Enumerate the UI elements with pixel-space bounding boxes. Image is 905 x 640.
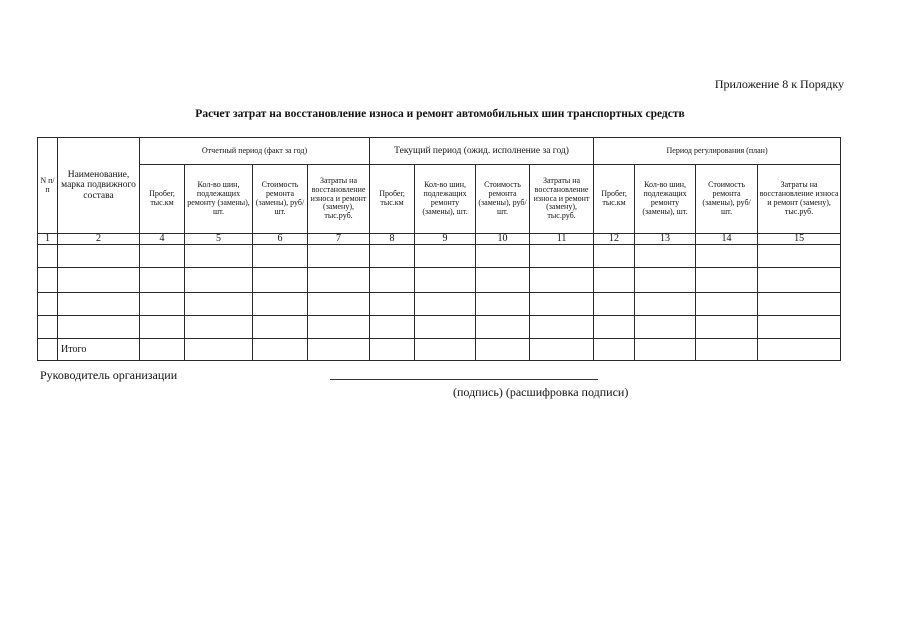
subheader-current-tire-count: Кол-во шин, подлежащих ремонту (замены), шт.: [415, 165, 476, 234]
subheader-regulation-tire-count: Кол-во шин, подлежащих ремонту (замены), шт.: [635, 165, 696, 234]
subheader-reporting-tire-count: Кол-во шин, подлежащих ремонту (замены), шт.: [185, 165, 253, 234]
column-number: 9: [415, 234, 476, 245]
column-number: 15: [758, 234, 841, 245]
total-row: [38, 339, 841, 361]
column-number-row: [38, 234, 841, 245]
header-group-regulation-period: Период регулирования (план): [594, 138, 841, 165]
table-row: [38, 268, 841, 293]
column-number: 14: [696, 234, 758, 245]
column-number: 7: [308, 234, 370, 245]
document-title: Расчет затрат на восстановление износа и ремонт автомобильных шин транспортных средств: [195, 108, 685, 120]
column-number: 5: [185, 234, 253, 245]
column-number: 12: [594, 234, 635, 245]
subheader-current-repair-cost: Стоимость ремонта (замены), руб/шт.: [476, 165, 530, 234]
header-cell-number: N п/п: [38, 138, 58, 234]
column-number: 1: [38, 234, 58, 245]
signature-caption: (подпись) (расшифровка подписи): [453, 385, 629, 399]
subheader-regulation-expenses: Затраты на восстановление износа и ремонт (замену), тыс.руб.: [758, 165, 841, 234]
subheader-reporting-repair-cost: Стоимость ремонта (замены), руб/шт.: [253, 165, 308, 234]
table-row: [38, 293, 841, 316]
column-number: 13: [635, 234, 696, 245]
column-number: 8: [370, 234, 415, 245]
header-cell-vehicle-name: Наименование, марка подвижного состава: [58, 138, 140, 234]
column-number: 4: [140, 234, 185, 245]
signature-line: [330, 379, 598, 380]
appendix-reference: Приложение 8 к Порядку: [714, 77, 844, 91]
table-row: [38, 245, 841, 268]
cost-table: [37, 137, 841, 361]
column-number: 10: [476, 234, 530, 245]
column-number: 6: [253, 234, 308, 245]
header-group-current-period: Текущий период (ожид. исполнение за год): [370, 138, 594, 165]
subheader-current-mileage: Пробег, тыс.км: [370, 165, 415, 234]
subheader-current-expenses: Затраты на восстановление износа и ремонт (замену), тыс.руб.: [530, 165, 594, 234]
column-number: 11: [530, 234, 594, 245]
table-row: [38, 316, 841, 339]
column-number: 2: [58, 234, 140, 245]
subheader-regulation-mileage: Пробег, тыс.км: [594, 165, 635, 234]
subheader-regulation-repair-cost: Стоимость ремонта (замены), руб/шт.: [696, 165, 758, 234]
subheader-reporting-expenses: Затраты на восстановление износа и ремонт (замену), тыс.руб.: [308, 165, 370, 234]
subheader-reporting-mileage: Пробег, тыс.км: [140, 165, 185, 234]
total-label: Итого: [58, 339, 140, 361]
signer-title: Руководитель организации: [40, 368, 178, 382]
header-group-reporting-period: Отчетный период (факт за год): [140, 138, 370, 165]
